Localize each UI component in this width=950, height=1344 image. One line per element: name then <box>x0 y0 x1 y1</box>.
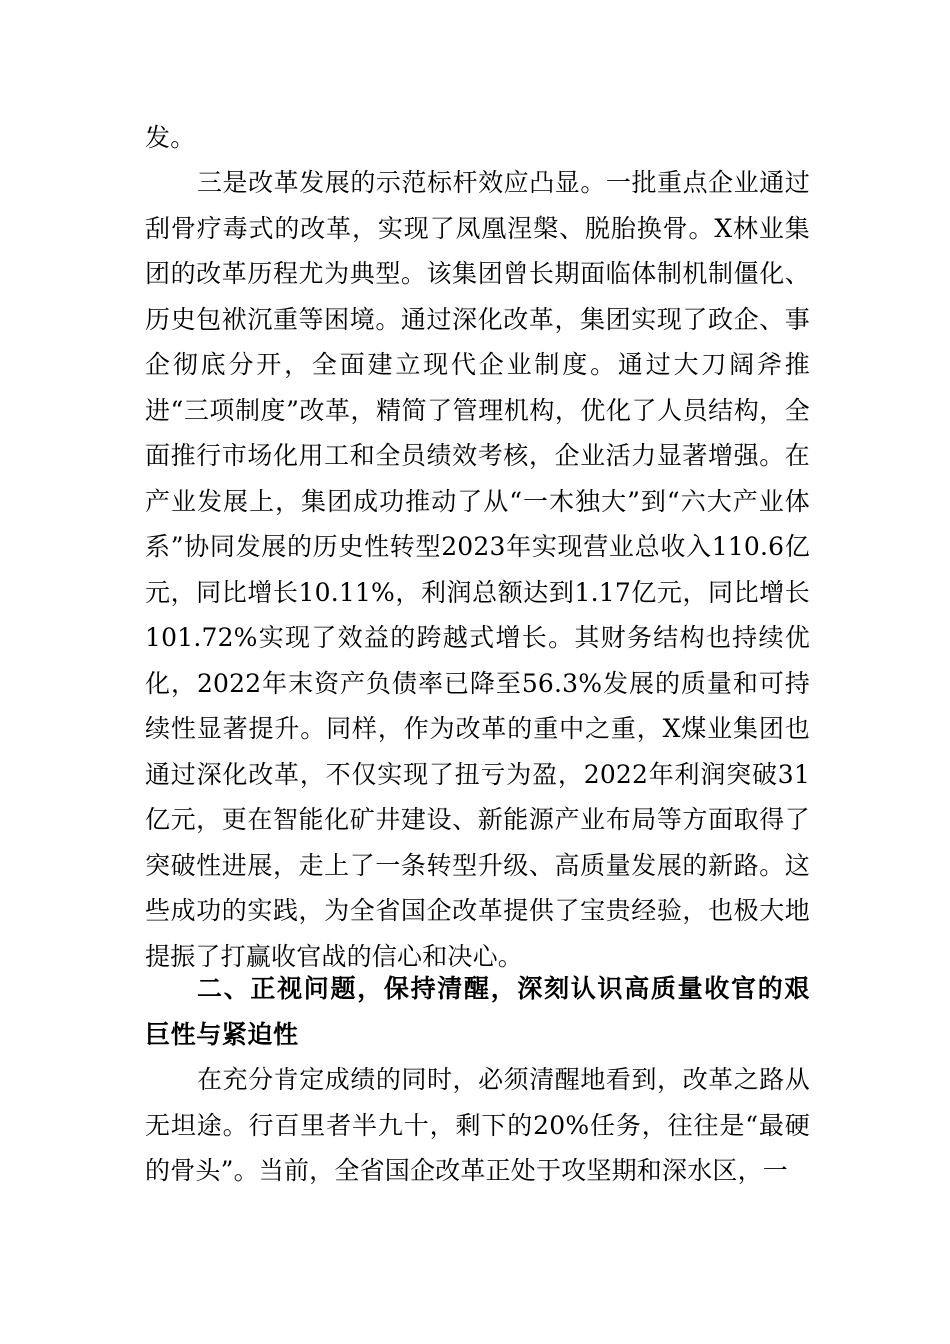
continuation-text: 发。 <box>145 123 196 152</box>
body-paragraph-problems: 在充分肯定成绩的同时，必须清醒地看到，改革之路从无坦途。行百里者半九十，剩下的20%任务，往往是“最硬的骨头”。当前，全省国企改革正处于攻坚期和深水区，一 <box>145 1065 810 1185</box>
body-paragraph-reform-examples: 三是改革发展的示范标杆效应凸显。一批重点企业通过刮骨疗毒式的改革，实现了凤凰涅槃、脱胎换骨。X林业集团的改革历程尤为典型。该集团曾长期面临体制机制僵化、历史包袱沉重等困境。通过深化改革，集团实现了政企、事企彻底分开，全面建立现代企业制度。通过大刀阔斧推进“三项制度”改革，精简了管理机构，优化了人员结构，全面推行市场化用工和全员绩效考核，企业活力显著增强。在产业发展上，集团成功推动了从“一木独大”到“六大产业体系”协同发展的历史性转型2023年实现营业总收入110.6亿元，同比增长10.11%，利润总额达到1.17亿元，同比增长101.72%实现了效益的跨越式增长。其财务结构也持续优化，2022年末资产负债率已降至56.3%发展的质量和可持续性显著提升。同样，作为改革的重中之重，X煤业集团也通过深化改革，不仅实现了扭亏为盈，2022年利润突破31亿元，更在智能化矿井建设、新能源产业布局等方面取得了突破性进展，走上了一条转型升级、高质量发展的新路。这些成功的实践，为全省国企改革提供了宝贵经验，也极大地提振了打赢收官战的信心和决心。 <box>145 168 810 971</box>
section-heading-2: 二、正视问题，保持清醒，深刻认识高质量收官的艰巨性与紧迫性 <box>145 974 810 1049</box>
